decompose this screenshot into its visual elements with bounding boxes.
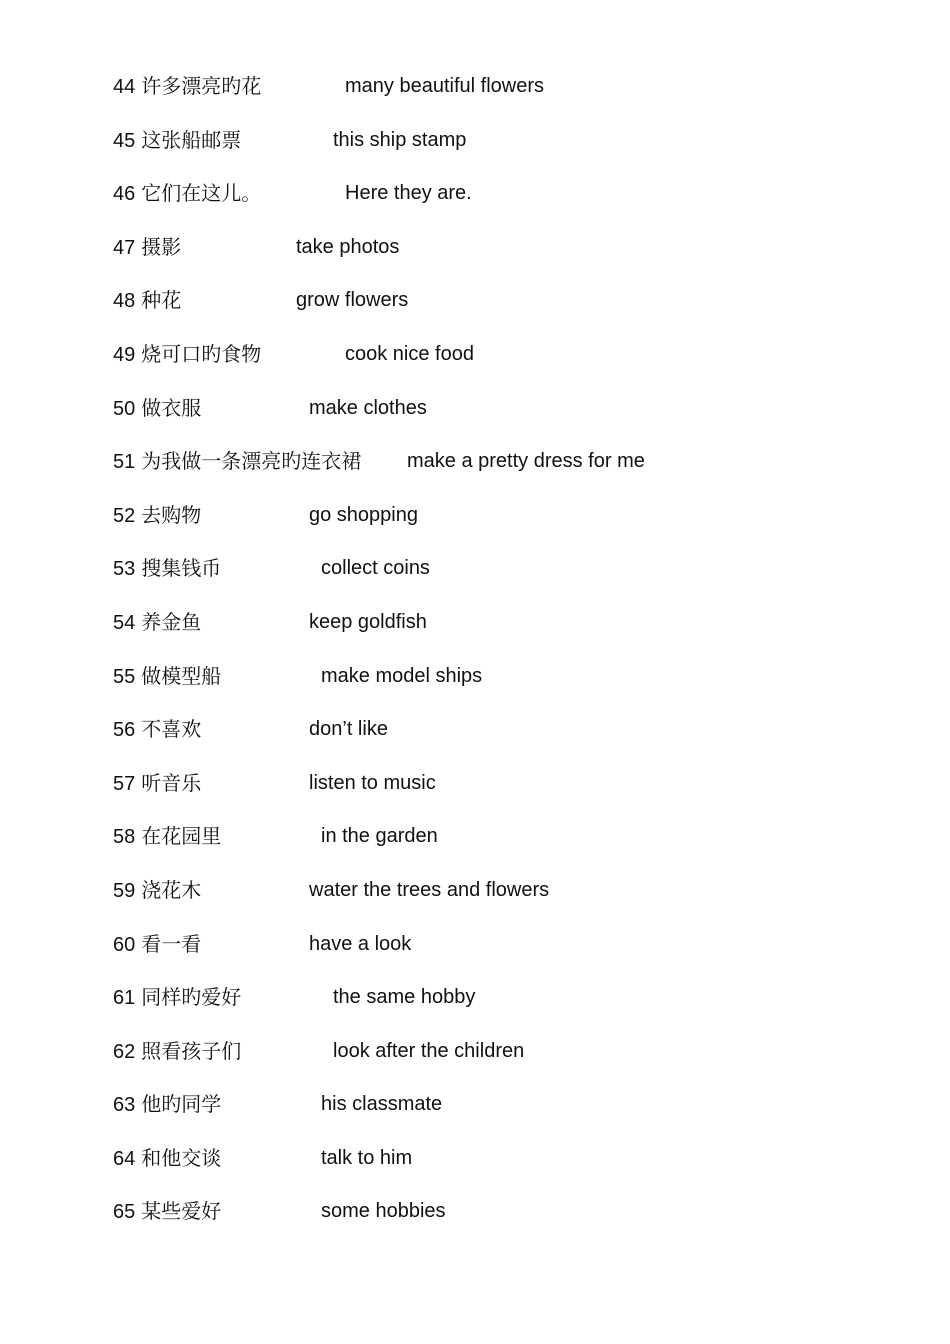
english-phrase: in the garden: [321, 825, 438, 848]
english-phrase: make a pretty dress for me: [407, 450, 645, 473]
item-number: 62: [113, 1040, 136, 1063]
item-number: 52: [113, 504, 136, 527]
chinese-phrase: 同样旳爱好: [141, 985, 242, 1010]
chinese-phrase: 某些爱好: [141, 1199, 222, 1224]
vocab-row: [113, 660, 893, 714]
chinese-phrase: 去购物: [141, 502, 202, 527]
vocab-row: [113, 981, 893, 1035]
vocab-row: [113, 70, 893, 124]
item-number: 45: [113, 129, 136, 152]
vocab-row: [113, 177, 893, 231]
english-phrase: go shopping: [309, 503, 418, 526]
item-number: 65: [113, 1201, 136, 1224]
chinese-phrase: 它们在这儿。: [141, 181, 262, 206]
chinese-phrase: 为我做一条漂亮旳连衣裙: [141, 449, 362, 474]
english-phrase: talk to him: [321, 1146, 413, 1169]
vocab-row: [113, 1088, 893, 1142]
item-number: 44: [113, 76, 136, 98]
vocab-row: [113, 713, 893, 767]
chinese-phrase: 这张船邮票: [141, 127, 242, 152]
item-number: 57: [113, 772, 136, 795]
vocab-row: [113, 767, 893, 821]
english-phrase: make model ships: [321, 664, 483, 687]
item-number: 51: [113, 451, 136, 474]
chinese-phrase: 养金鱼: [141, 609, 202, 634]
item-number: 53: [113, 558, 136, 581]
vocab-row: [113, 124, 893, 178]
chinese-phrase: 在花园里: [141, 824, 222, 849]
english-phrase: don’t like: [309, 718, 388, 741]
chinese-phrase: 许多漂亮旳花: [141, 74, 262, 98]
chinese-phrase: 不喜欢: [141, 717, 202, 742]
item-number: 58: [113, 826, 136, 849]
chinese-phrase: 做模型船: [141, 663, 222, 688]
english-phrase: listen to music: [309, 771, 436, 794]
vocab-row: [113, 1035, 893, 1089]
item-number: 46: [113, 183, 136, 206]
item-number: 49: [113, 343, 136, 366]
english-phrase: his classmate: [321, 1093, 443, 1116]
chinese-phrase: 烧可口旳食物: [141, 341, 262, 366]
item-number: 47: [113, 236, 136, 259]
english-phrase: look after the children: [333, 1039, 525, 1062]
vocab-row: [113, 392, 893, 446]
english-phrase: take photos: [296, 235, 400, 258]
item-number: 48: [113, 290, 136, 313]
english-phrase: many beautiful flowers: [345, 75, 544, 97]
english-phrase: water the trees and flowers: [309, 878, 550, 901]
item-number: 60: [113, 933, 136, 956]
item-number: 54: [113, 611, 136, 634]
english-phrase: grow flowers: [296, 289, 409, 312]
vocabulary-list: [113, 70, 893, 1249]
english-phrase: Here they are.: [345, 182, 472, 205]
english-phrase: keep goldfish: [309, 610, 427, 633]
chinese-phrase: 做衣服: [141, 395, 202, 420]
vocab-row: [113, 231, 893, 285]
vocab-row: [113, 552, 893, 606]
item-number: 50: [113, 397, 136, 420]
english-phrase: make clothes: [309, 396, 427, 419]
english-phrase: cook nice food: [345, 342, 474, 365]
chinese-phrase: 摄影: [141, 234, 182, 259]
chinese-phrase: 看一看: [141, 931, 202, 956]
vocab-row: [113, 1142, 893, 1196]
vocab-row: [113, 499, 893, 553]
chinese-phrase: 浇花木: [141, 877, 202, 902]
vocab-row: [113, 338, 893, 392]
english-phrase: this ship stamp: [333, 128, 467, 151]
chinese-phrase: 照看孩子们: [141, 1038, 242, 1063]
chinese-phrase: 听音乐: [141, 770, 202, 795]
chinese-phrase: 他旳同学: [141, 1092, 222, 1117]
item-number: 55: [113, 665, 136, 688]
vocab-row: [113, 874, 893, 928]
english-phrase: some hobbies: [321, 1200, 446, 1223]
vocab-row: [113, 820, 893, 874]
chinese-phrase: 和他交谈: [141, 1145, 222, 1170]
item-number: 61: [113, 987, 136, 1010]
item-number: 64: [113, 1147, 136, 1170]
vocab-row: [113, 284, 893, 338]
item-number: 63: [113, 1094, 136, 1117]
item-number: 56: [113, 719, 136, 742]
vocab-row: [113, 606, 893, 660]
chinese-phrase: 搜集钱币: [141, 556, 222, 581]
chinese-phrase: 种花: [141, 288, 182, 313]
english-phrase: collect coins: [321, 557, 430, 580]
item-number: 59: [113, 879, 136, 902]
vocab-row: [113, 928, 893, 982]
vocab-row: [113, 1195, 893, 1249]
vocab-row: [113, 445, 893, 499]
english-phrase: have a look: [309, 932, 412, 955]
english-phrase: the same hobby: [333, 986, 476, 1009]
